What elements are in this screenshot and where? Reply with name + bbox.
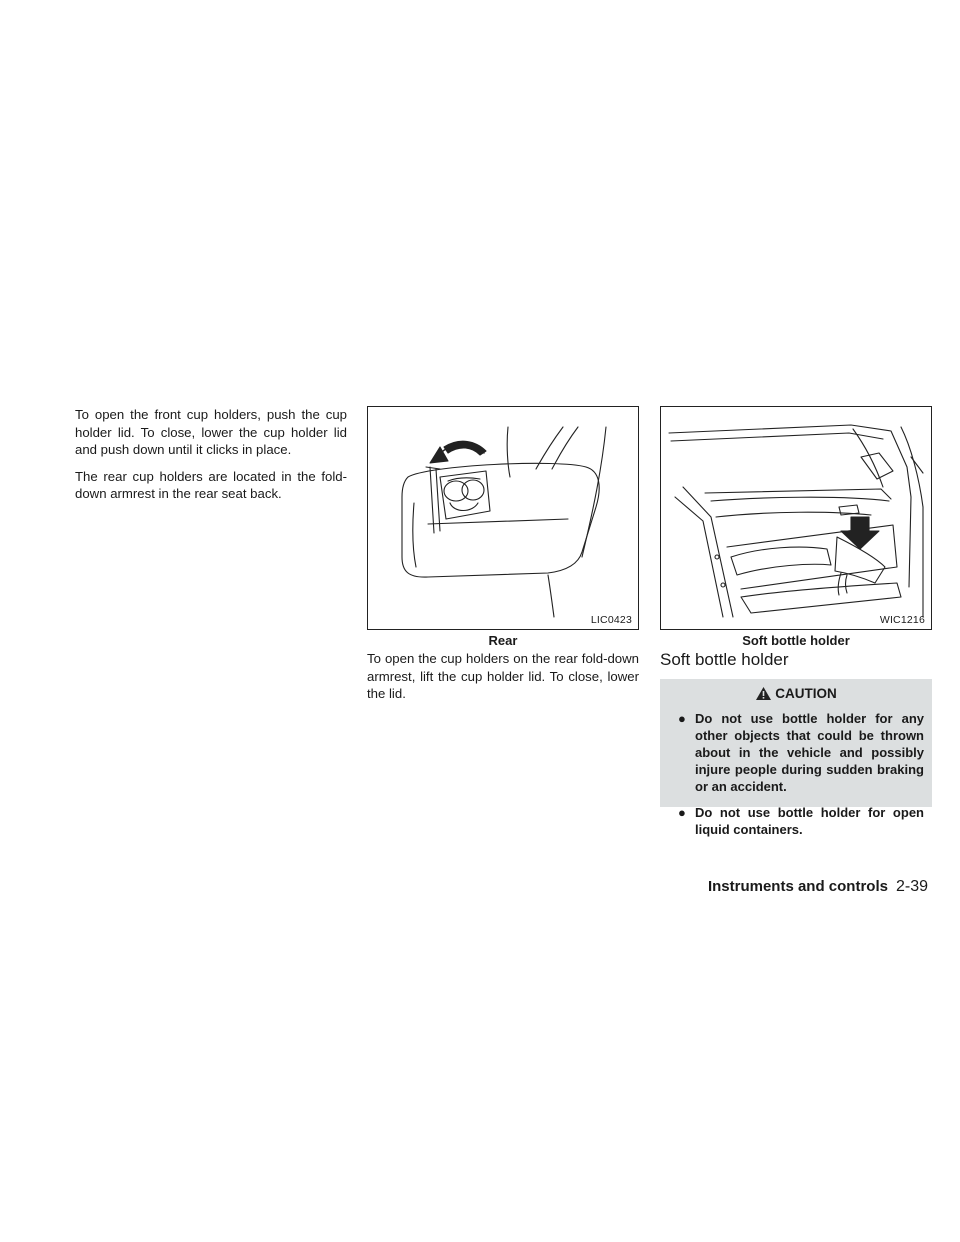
paragraph-front-cup-holders: To open the front cup holders, push the cup holder lid. To close, lower the cup holder lid and push down until it clicks in place. [75,407,347,457]
section-heading: Soft bottle holder [660,650,789,669]
footer-section-title: Instruments and controls [707,878,888,895]
caution-item [678,804,924,838]
caution-item [678,710,924,795]
warning-triangle-icon [755,686,772,701]
door-panel-illustration [661,407,933,631]
figure-soft-bottle-holder [660,406,932,630]
figure-caption-bottle: Soft bottle holder [742,633,850,648]
caution-box [660,679,932,837]
paragraph-rear-armrest: To open the cup holders on the rear fold-down armrest, lift the cup holder lid. To close, lower the lid. [367,651,639,701]
caution-item-text: Do not use bottle holder for any other objects that could be thrown about in the vehicle and possibly injure people during sudden braking or an accident. [695,711,924,794]
caution-title-row [660,684,932,702]
bullet: ● [678,805,686,820]
page-number: 2-39 [895,878,928,895]
page-footer [708,878,928,896]
left-column [75,406,347,512]
caution-list [660,710,932,838]
middle-column [367,650,639,712]
figure-caption-rear: Rear [488,633,518,648]
bullet: ● [678,711,686,726]
armrest-illustration [368,407,640,631]
figure-rear-armrest [367,406,639,630]
paragraph-rear-cup-holders: The rear cup holders are located in the fold-down armrest in the rear seat back. [75,468,347,501]
caution-title: CAUTION [775,685,837,701]
figure-code-rear: LIC0423 [590,614,632,626]
figure-code-bottle: WIC1216 [879,614,925,626]
caution-item-text: Do not use bottle holder for open liquid containers. [695,805,924,837]
